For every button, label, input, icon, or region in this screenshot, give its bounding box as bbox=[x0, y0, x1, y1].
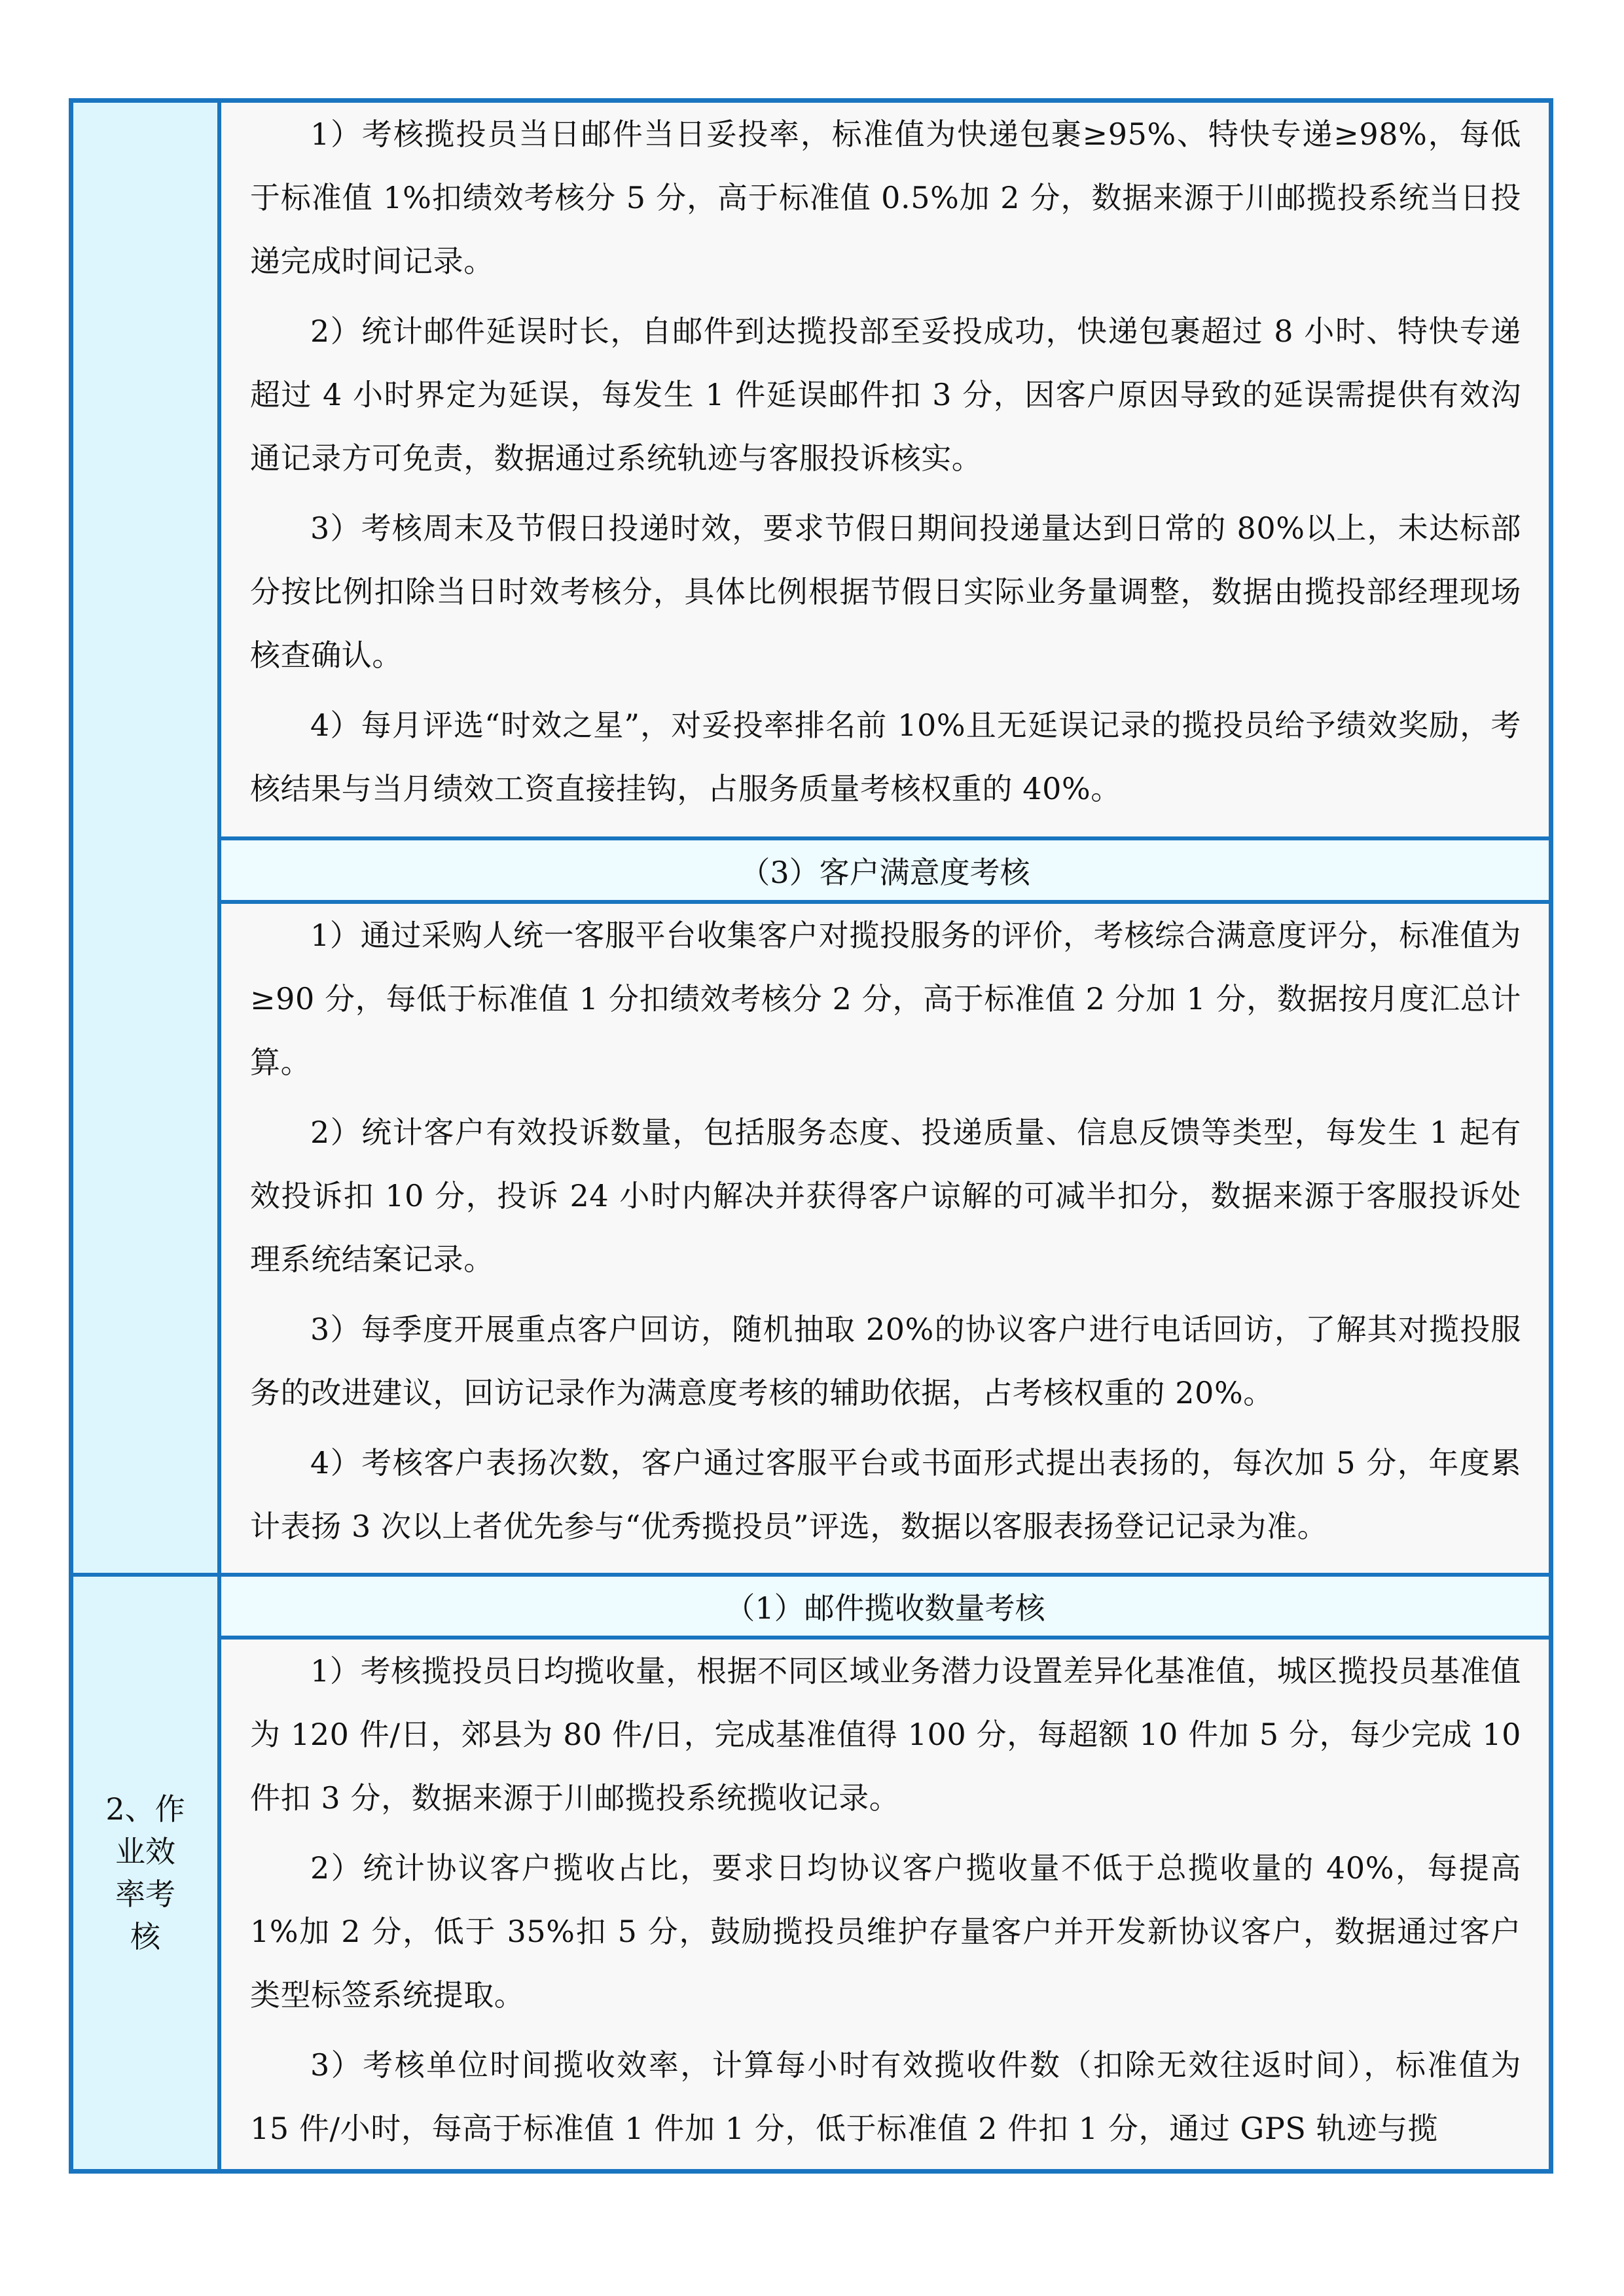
section-header-text: （3）客户满意度考核 bbox=[740, 854, 1030, 890]
customer-satisfaction-header bbox=[221, 840, 1549, 900]
section-2-label-cell bbox=[73, 1577, 221, 2169]
paragraph: 2）统计客户有效投诉数量，包括服务态度、投递质量、信息反馈等类型，每发生 1 起有效投诉扣 10 分，投诉 24 小时内解决并获得客户谅解的可减半扣分，数据来源于客服投诉处理系统结案记录。 bbox=[250, 1115, 1521, 1277]
section-header-text: （1）邮件揽收数量考核 bbox=[725, 1590, 1045, 1626]
paragraph: 1）通过采购人统一客服平台收集客户对揽投服务的评价，考核综合满意度评分，标准值为≥90 分，每低于标准值 1 分扣绩效考核分 2 分，高于标准值 2 分加 1 分，数据按月度汇总计算。 bbox=[250, 918, 1521, 1080]
paragraph: 4）考核客户表扬次数，客户通过客服平台或书面形式提出表扬的，每次加 5 分，年度累计表扬 3 次以上者优先参与“优秀揽投员”评选，数据以客服表扬登记记录为准。 bbox=[250, 1445, 1521, 1544]
paragraph: 2）统计邮件延误时长，自邮件到达揽投部至妥投成功，快递包裹超过 8 小时、特快专递超过 4 小时界定为延误，每发生 1 件延误邮件扣 3 分，因客户原因导致的延误需提供有效沟通记录方可免责，数据通过系统轨迹与客服投诉核实。 bbox=[250, 314, 1521, 476]
paragraph: 3）考核单位时间揽收效率，计算每小时有效揽收件数（扣除无效往返时间），标准值为 15 件/小时，每高于标准值 1 件加 1 分，低于标准值 2 件扣 1 分，通过 GPS 轨迹与揽 bbox=[250, 2047, 1521, 2146]
mail-collection-content bbox=[221, 1640, 1549, 2169]
customer-satisfaction-content bbox=[221, 904, 1549, 1573]
mail-collection-header bbox=[221, 1577, 1549, 1636]
service-timeliness-content bbox=[221, 103, 1549, 836]
section-1-label-cell bbox=[73, 103, 221, 1573]
paragraph: 2）统计协议客户揽收占比，要求日均协议客户揽收量不低于总揽收量的 40%，每提高 1%加 2 分，低于 35%扣 5 分，鼓励揽投员维护存量客户并开发新协议客户，数据通过客户类型标签系统提取。 bbox=[250, 1850, 1521, 2013]
paragraph: 3）考核周末及节假日投递时效，要求节假日期间投递量达到日常的 80%以上，未达标部分按比例扣除当日时效考核分，具体比例根据节假日实际业务量调整，数据由揽投部经理现场核查确认。 bbox=[250, 511, 1521, 673]
section-2-label: 2、作业效率考核 bbox=[105, 1791, 185, 1954]
paragraph: 1）考核揽投员当日邮件当日妥投率，标准值为快递包裹≥95%、特快专递≥98%，每低于标准值 1%扣绩效考核分 5 分，高于标准值 0.5%加 2 分，数据来源于川邮揽投系统当日投递完成时间记录。 bbox=[250, 117, 1521, 279]
assessment-table bbox=[69, 98, 1553, 2174]
paragraph: 1）考核揽投员日均揽收量，根据不同区域业务潜力设置差异化基准值，城区揽投员基准值为 120 件/日，郊县为 80 件/日，完成基准值得 100 分，每超额 10 件加 5 分，每少完成 10 件扣 3 分，数据来源于川邮揽投系统揽收记录。 bbox=[250, 1653, 1521, 1816]
paragraph: 3）每季度开展重点客户回访，随机抽取 20%的协议客户进行电话回访，了解其对揽投服务的改进建议，回访记录作为满意度考核的辅助依据，占考核权重的 20%。 bbox=[250, 1312, 1521, 1410]
paragraph: 4）每月评选“时效之星”，对妥投率排名前 10%且无延误记录的揽投员给予绩效奖励，考核结果与当月绩效工资直接挂钩，占服务质量考核权重的 40%。 bbox=[250, 708, 1521, 806]
